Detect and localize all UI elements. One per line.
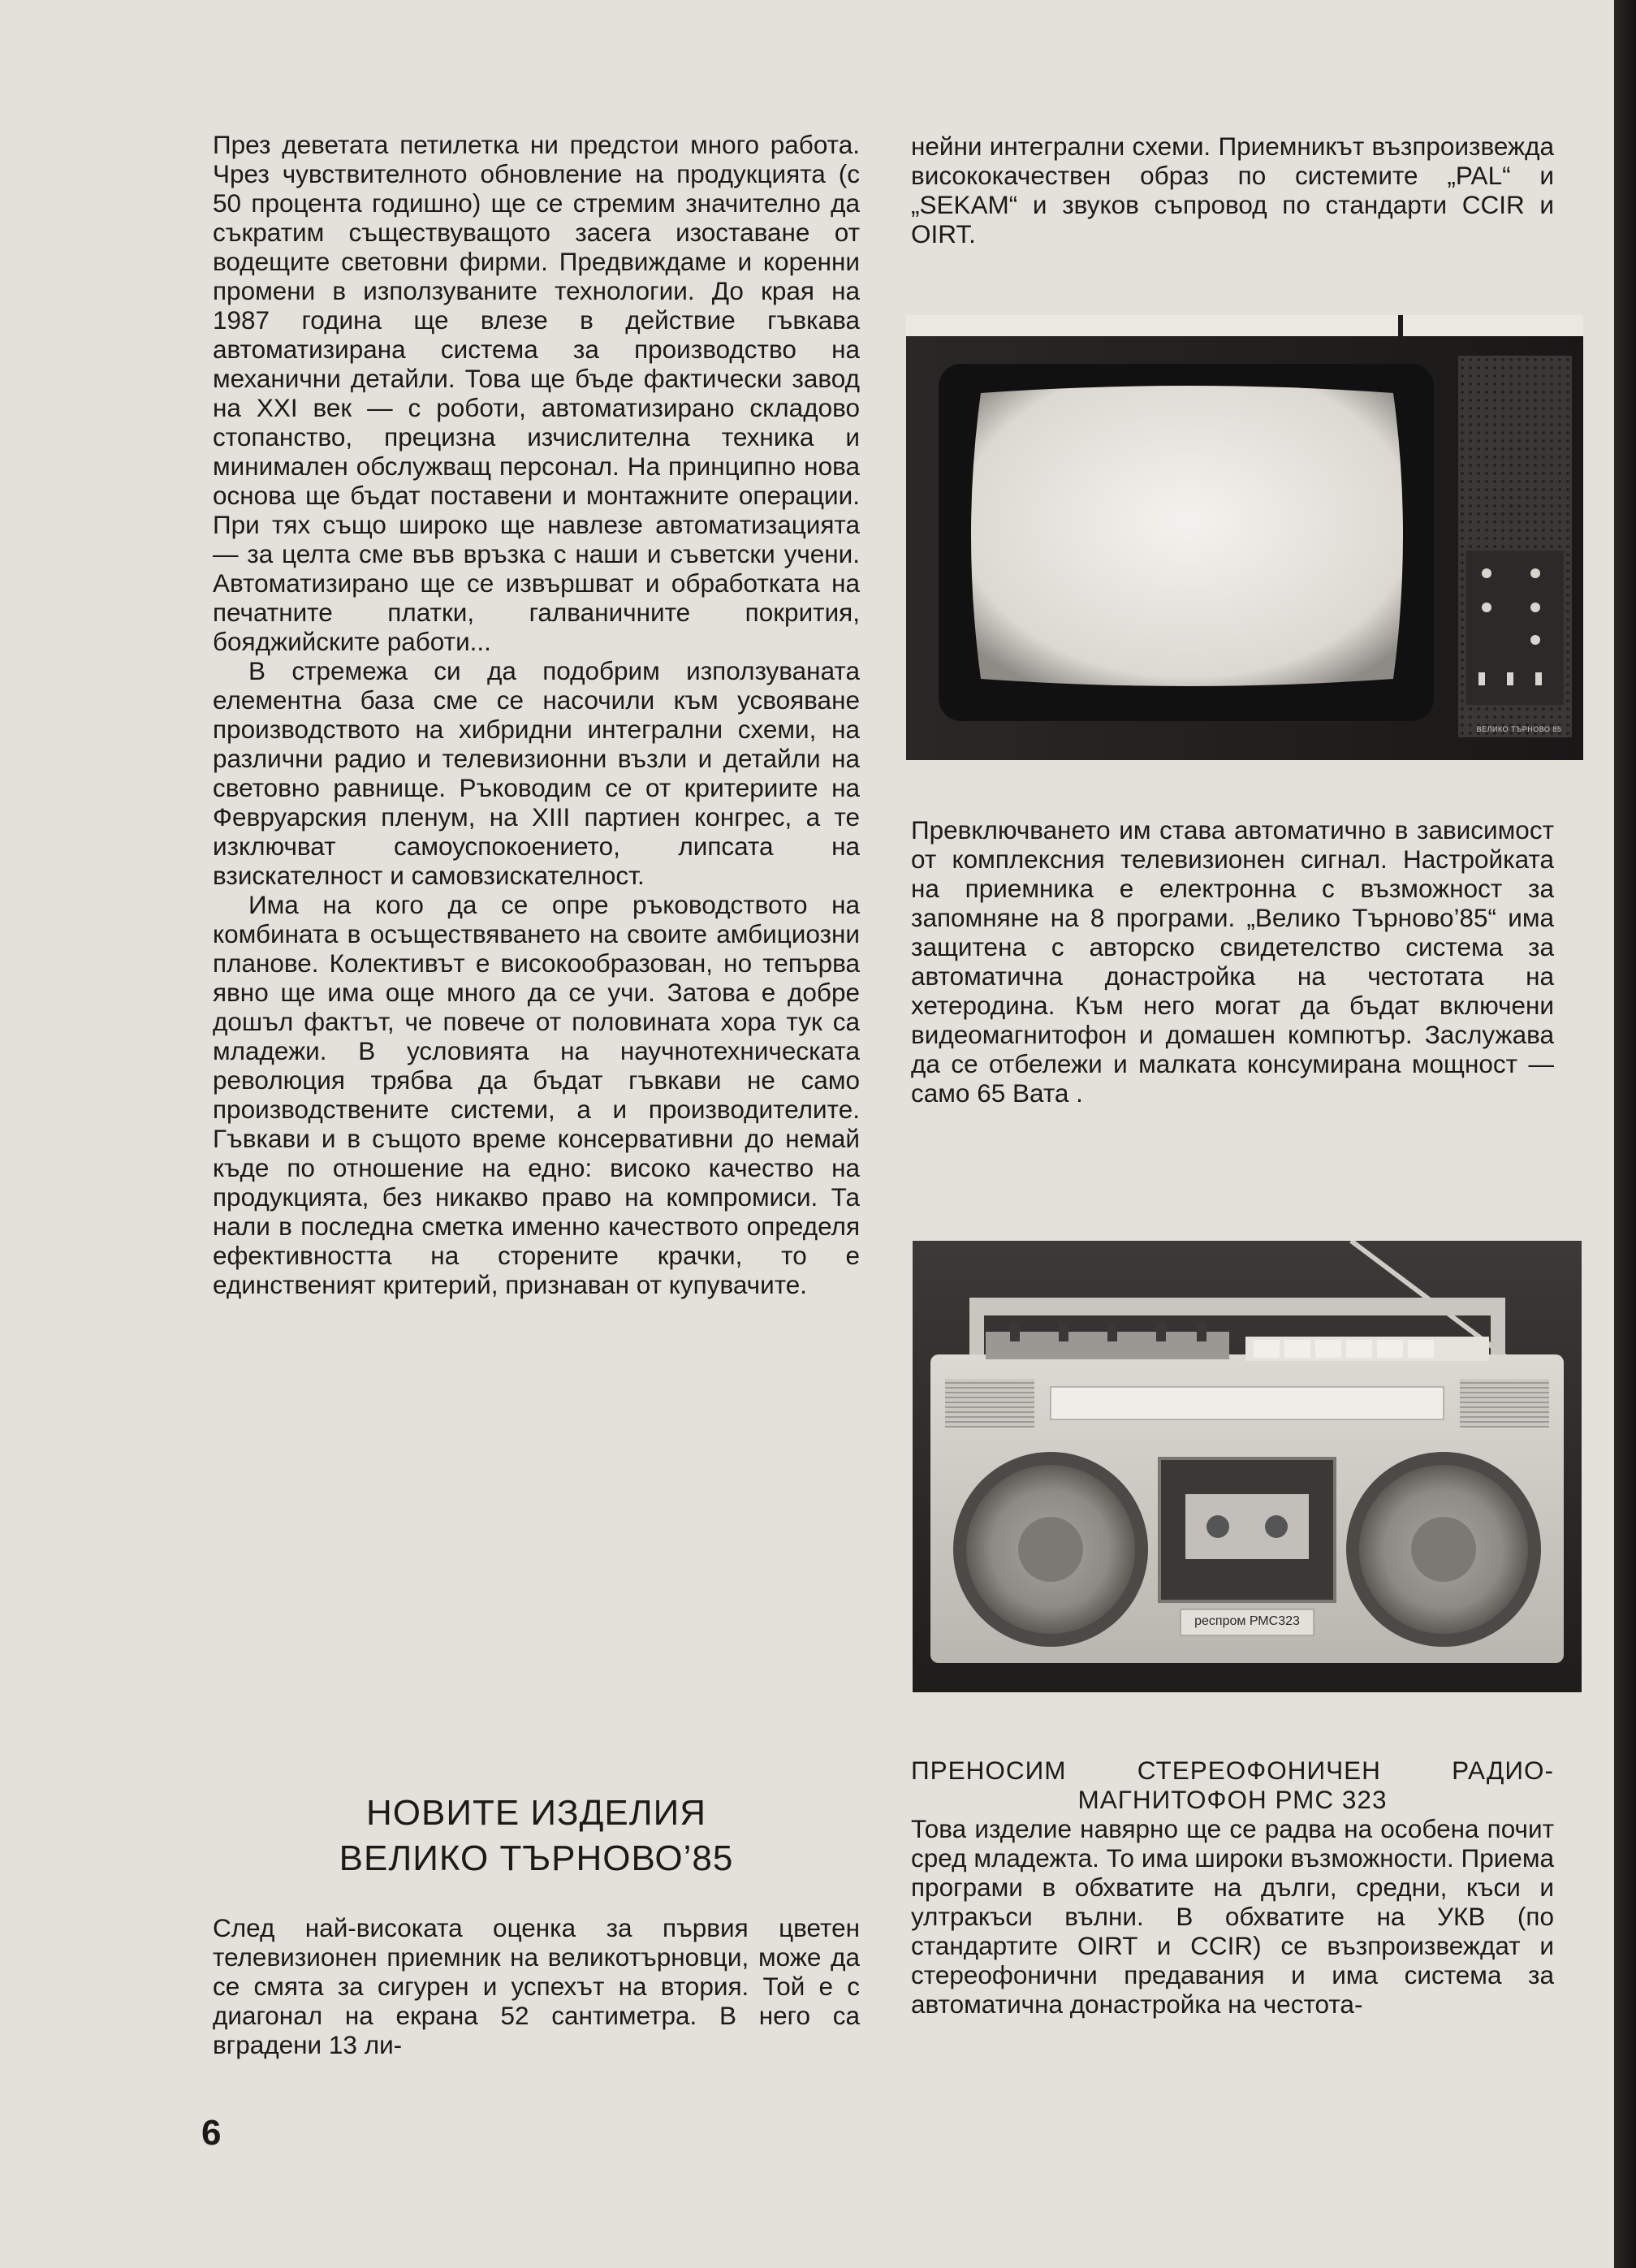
tv-brand-label: ВЕЛИКО ТЪРНОВО 85: [1476, 725, 1562, 733]
radio-cassette-photo: [913, 1241, 1582, 1692]
section-intro-text: След най-високата оценка за първия цветен телевизионен приемник на великотърновци, може да се смята за сигурен и успехът на втория. Той е с диагонал на екрана 52 сантиметра. В него са вградени 13 ли-: [213, 1913, 860, 2059]
right-bottom-text: Това изделие навярно ще се радва на особена почит сред младежта. То има широки възможности. Приема програми в обхватите на дълги, средни, къси и ултракъси вълни. В обхватите на УКВ (по стандартите OIRT и CCIR) се възпроизвеждат и стереофонични предавания и има система за автоматична донастройка на честота-: [911, 1814, 1554, 2019]
right-middle-text: Превключването им става автоматично в зависимост от комплексния телевизионен сигнал. Настройката на приемника е електронна с възможност за запомняне на 8 програми. „Велико Търново’85“ има защитена с авторско свидетелство система за автоматична донастройка на честотата на хетеродина. Към него могат да бъдат включени видеомагнитофон и домашен компютър. Заслужава да се отбележи и малката консумирана мощност — само 65 Вата .: [911, 815, 1554, 1108]
section-intro: [213, 1913, 860, 2059]
paragraph-2: В стремежа си да подобрим използуваната елементна база сме се насочили към усвояване производството на хибридни интегрални схеми, на различни радио и телевизионни възли и детайли на световно равнище. Ръководим се от критериите на Февруарския пленум, на XIII партиен конгрес, а те изключват самоуспокоението, липсата на взискателност и самовзискателност.: [213, 656, 860, 890]
right-column-top: [911, 132, 1554, 248]
page-number: 6: [201, 2113, 222, 2153]
right-column-middle: [911, 815, 1554, 1108]
section-heading-line-2: ВЕЛИКО ТЪРНОВО’85: [339, 1838, 734, 1878]
tv-photo: [906, 315, 1583, 760]
radio-caption-line-2: МАГНИТОФОН РМС 323: [1077, 1785, 1388, 1814]
page-edge-shadow: [1614, 0, 1636, 2268]
paragraph-1: През деветата петилетка ни предстои много работа. Чрез чувствителното обновление на продукцията (с 50 процента годишно) ще се стремим значително да съкратим съществуващото засега изоставане от водещите световни фирми. Предвиждаме и коренни промени в използуваните технологии. До края на 1987 година ще влезе в действие гъвкава автоматизирана система за производство на механични детайли. Това ще бъде фактически завод на XXI век — с роботи, автоматизирано складово стопанство, прецизна изчислителна техника и минимален обслужващ персонал. На принципно нова основа ще бъдат поставени и монтажните операции. При тях също широко ще навлезе автоматизацията — за целта сме във връзка с наши и съветски учени. Автоматизирано ще се извършват и обработката на печатните платки, галваничните покрития, бояджийските работи...: [213, 130, 860, 656]
radio-model-label: респром РМС323: [1194, 1614, 1300, 1628]
paragraph-3: Има на кого да се опре ръководството на комбината в осъществяването на своите амбициозни планове. Колективът е високообразован, но тепърва явно ще има още много да се учи. Затова е добре дошъл фактът, че повече от половината хора тук са младежи. В условията на научнотехническата революция трябва да бъдат гъвкави не само производствените системи, а и производителите. Гъвкави и в същото време консервативни до немай къде по отношение на едно: високо качество на продукцията, без никакво право на компромиси. Та нали в последна сметка именно качеството определя ефективността на сторените крачки, то е единственият критерий, признаван от купувачите.: [213, 890, 860, 1299]
tv-illustration: [906, 315, 1583, 760]
radio-caption-line-1: ПРЕНОСИМ СТЕРЕОФОНИЧЕН РАДИО-: [911, 1756, 1554, 1785]
radio-caption-title: [911, 1756, 1554, 1814]
left-column: [213, 130, 860, 1299]
right-top-text: нейни интегрални схеми. Приемникът възпроизвежда висококачествен образ по системите „PAL“ и „SEKAM“ и звуков съпровод по стандарти CCIR и OIRT.: [911, 132, 1554, 248]
section-heading-line-1: НОВИТЕ ИЗДЕЛИЯ: [365, 1793, 707, 1833]
right-column-bottom: [911, 1756, 1554, 2019]
section-heading: [213, 1791, 860, 1881]
